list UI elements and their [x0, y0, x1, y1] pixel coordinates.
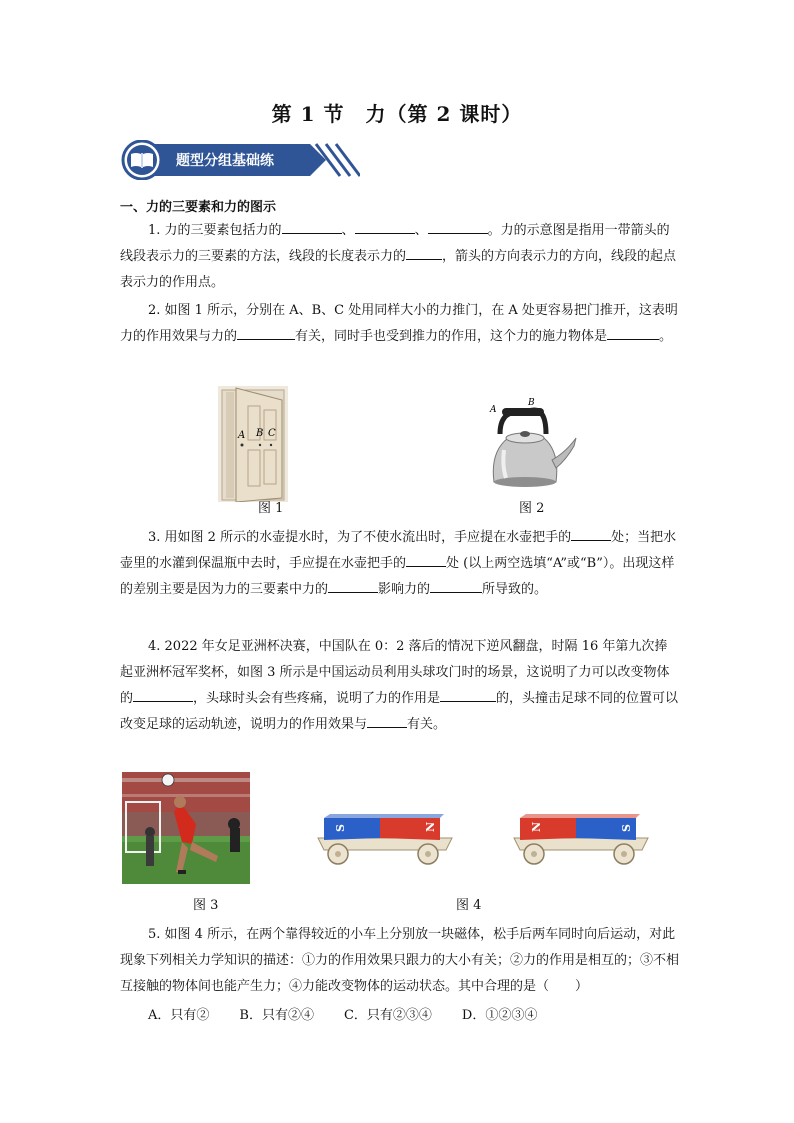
door-figure [218, 386, 288, 502]
choice-d[interactable]: D．①②③④ [461, 1008, 538, 1023]
answer-blank[interactable] [428, 219, 488, 234]
q4-text-3: 的，头撞击足球不同的位置可以改变足球的运动轨迹，说明力的作用效果与 [120, 691, 679, 732]
pole-s-label: S [334, 824, 347, 832]
q4-text-1: 4. 2022 年女足亚洲杯决赛，中国队在 0：2 落后的情况下逆风翻盘，时隔 16 年第九次捧起亚洲杯冠军奖杯，如图 3 所示是中国运动员利用头球攻门时的场景，这说明了力可以改变物体的 [120, 639, 670, 706]
q1-text-1: 1. 力的三要素包括力的 [148, 223, 282, 238]
answer-blank[interactable] [237, 325, 295, 340]
figure-4-caption: 图 4 [456, 898, 482, 913]
page-title: 第 1 节 力（第 2 课时） [271, 102, 523, 126]
answer-choices [148, 1004, 537, 1023]
magnet-cart-left [316, 810, 454, 866]
answer-blank[interactable] [133, 687, 193, 702]
kettle-label-b: B [528, 398, 535, 408]
q1-text-3: 、 [414, 223, 428, 238]
choice-a[interactable]: A．只有② [148, 1008, 210, 1023]
choice-b[interactable]: B．只有②④ [239, 1008, 314, 1023]
door-label-a: A [238, 430, 246, 441]
question-1 [120, 218, 680, 296]
answer-blank[interactable] [282, 219, 342, 234]
q2-text-2: 有关，同时手也受到推力的作用，这个力的施力物体是 [295, 329, 608, 344]
answer-blank[interactable] [367, 713, 407, 728]
q1-text-2: 、 [341, 223, 355, 238]
answer-blank[interactable] [328, 578, 378, 593]
q1-text-5: ，箭头的方向表示力的方向，线段的起点表示力的作用点。 [120, 249, 677, 290]
figure-2-caption: 图 2 [519, 501, 545, 516]
q4-text-2: ，头球时头会有些疼痛，说明了力的作用是 [193, 691, 441, 706]
door-label-b: B [256, 428, 264, 439]
answer-blank[interactable] [607, 325, 659, 340]
q4-text-4: 有关。 [407, 717, 447, 732]
q3-text-5: 所导致的。 [482, 582, 548, 597]
door-label-c: C [268, 428, 276, 439]
pole-n-label: N [424, 821, 437, 832]
section-heading: 一、力的三要素和力的图示 [120, 200, 277, 215]
section-banner [120, 140, 360, 180]
q2-text-3: 。 [659, 329, 673, 344]
pole-s-label: S [620, 824, 633, 832]
q2-text-1: 2. 如图 1 所示，分别在 A、B、C 处用同样大小的力推门，在 A 处更容易把门推开，这表明力的作用效果与力的 [120, 303, 678, 344]
answer-blank[interactable] [355, 219, 415, 234]
q3-text-4: 影响力的 [378, 582, 431, 597]
answer-blank[interactable] [440, 687, 496, 702]
question-4 [120, 634, 680, 738]
choice-c[interactable]: C．只有②③④ [343, 1008, 432, 1023]
q3-text-2: 处；当把水壶里的水灌到保温瓶中去时，手应提在水壶把手的 [120, 530, 677, 571]
book-icon [131, 153, 153, 168]
figure-3-caption: 图 3 [193, 898, 219, 913]
football-photo [122, 772, 250, 884]
q3-text-3: 处 (以上两空选填“A”或“B”）。出现这样的差别主要是因为力的三要素中力的 [120, 556, 675, 597]
banner-label: 题型分组基础练 [176, 153, 274, 169]
answer-blank[interactable] [406, 552, 446, 567]
kettle-label-a: A [490, 405, 497, 415]
pole-n-label: N [530, 821, 543, 832]
answer-blank[interactable] [571, 526, 611, 541]
q1-text-4: 。力的示意图是指用一带箭头的线段表示力的三要素的方法，线段的长度表示力的 [120, 223, 670, 264]
q3-text-1: 3. 用如图 2 所示的水壶提水时，为了不使水流出时，手应提在水壶把手的 [148, 530, 572, 545]
answer-blank[interactable] [430, 578, 482, 593]
question-3 [120, 525, 680, 603]
magnet-cart-right [512, 810, 650, 866]
figure-1-caption: 图 1 [258, 501, 284, 516]
answer-blank[interactable] [406, 245, 442, 260]
kettle-figure [486, 394, 578, 494]
question-2 [120, 298, 680, 350]
question-5: 5. 如图 4 所示，在两个靠得较近的小车上分别放一块磁体，松手后两车同时向后运动，对此现象下列相关力学知识的描述：①力的作用效果只跟力的大小有关；②力的作用是相互的；③不相互接触的物体间也能产生力；④力能改变物体的运动状态。其中合理的是（ ） [120, 927, 680, 994]
